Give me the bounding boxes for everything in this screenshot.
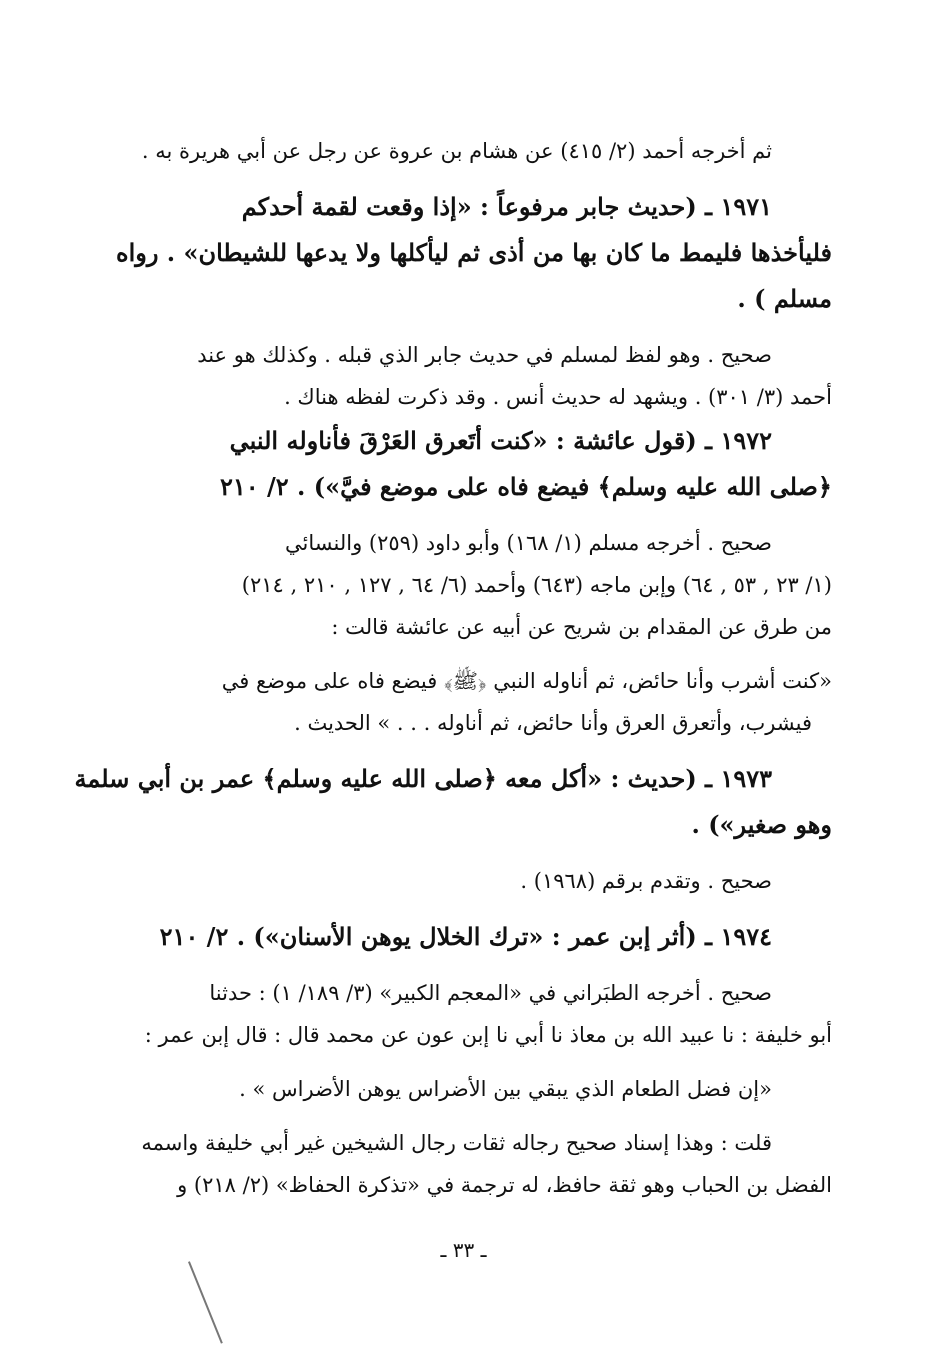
- text-line: أحمد (٣/ ٣٠١) . ويشهد له حديث أنس . وقد ذكرت لفظه هناك .: [284, 385, 832, 409]
- pencil-mark: [188, 1261, 223, 1343]
- text-line: أبو خليفة : نا عبيد الله بن معاذ نا أبي نا إبن عون عن محمد قال : قال إبن عمر :: [144, 1023, 832, 1047]
- hadith-1972: [135, 418, 832, 510]
- text-line: صحيح . أخرجه الطبَراني في «المعجم الكبير» (٣/ ١٨٩/ ١) : حدثنا: [209, 981, 772, 1005]
- takhrij-note-1: [135, 130, 832, 172]
- hadith-1973: [74, 756, 832, 848]
- hadith-line: ١٩٧٤ ـ (أثر إبن عمر : «ترك الخلال يوهن الأسنان») . ٢/ ٢١٠: [159, 922, 772, 951]
- quote-line: «إن فضل الطعام الذي يبقي بين الأضراس يوهن الأضراس » .: [239, 1077, 772, 1101]
- author-comment: [135, 1122, 832, 1206]
- text-line: ثم أخرجه أحمد (٢/ ٤١٥) عن هشام بن عروة عن رجل عن أبي هريرة به .: [141, 139, 772, 163]
- text-line: (١/ ٢٣ , ٥٣ , ٦٤) وإبن ماجه (٦٤٣) وأحمد (٦/ ٦٤ , ١٢٧ , ٢١٠ , ٢١٤): [241, 573, 832, 597]
- hadith-1971: [116, 184, 832, 322]
- page-content: [74, 130, 832, 1206]
- text-line: من طرق عن المقدام بن شريح عن أبيه عن عائشة قالت :: [331, 615, 832, 639]
- quoted-hadith-text: [135, 660, 832, 744]
- hadith-line: فليأخذها فليمط ما كان بها من أذى ثم ليأكلها ولا يدعها للشيطان» . رواه: [116, 238, 832, 267]
- text-line: صحيح . وهو لفظ لمسلم في حديث جابر الذي قبله . وكذلك هو عند: [197, 343, 772, 367]
- hadith-line: وهو صغير») .: [691, 810, 832, 839]
- hadith-line: مسلم ) .: [737, 284, 832, 313]
- takhrij-note-1971: [135, 334, 832, 418]
- text-line: صحيح . وتقدم برقم (١٩٦٨) .: [520, 869, 772, 893]
- quoted-athar-text: [135, 1068, 832, 1110]
- hadith-line: ١٩٧٢ ـ (قول عائشة : «كنت أتَعرق العَرْقَ فأناوله النبي: [229, 426, 772, 455]
- takhrij-note-1972: [135, 522, 832, 648]
- text-line: قلت : وهذا إسناد صحيح رجاله ثقات رجال الشيخين غير أبي خليفة واسمه: [141, 1131, 772, 1155]
- text-line: الفضل بن الحباب وهو ثقة حافظ، له ترجمة في «تذكرة الحفاظ» (٢/ ٢١٨) و: [177, 1173, 832, 1197]
- takhrij-note-1973: [135, 860, 832, 902]
- quote-line: فيشرب، وأتعرق العرق وأنا حائض، ثم أناوله . . . » الحديث .: [294, 711, 812, 735]
- page-number: ـ ٣٣ ـ: [440, 1238, 487, 1262]
- hadith-1974: [135, 914, 832, 960]
- quote-line: «كنت أشرب وأنا حائض، ثم أناوله النبي ﴿ﷺ﴾ فيضع فاه على موضع في: [221, 669, 832, 693]
- hadith-line: ١٩٧٣ ـ (حديث : «أكل معه ﴿صلى الله عليه وسلم﴾ عمر بن أبي سلمة: [74, 764, 772, 793]
- hadith-line: ١٩٧١ ـ (حديث جابر مرفوعاً : «إذا وقعت لقمة أحدكم: [241, 192, 772, 221]
- text-line: صحيح . أخرجه مسلم (١/ ١٦٨) وأبو داود (٢٥٩) والنسائي: [285, 531, 772, 555]
- takhrij-note-1974: [135, 972, 832, 1056]
- hadith-line: ﴿صلى الله عليه وسلم﴾ فيضع فاه على موضع فيَّ») . ٢/ ٢١٠: [219, 472, 832, 501]
